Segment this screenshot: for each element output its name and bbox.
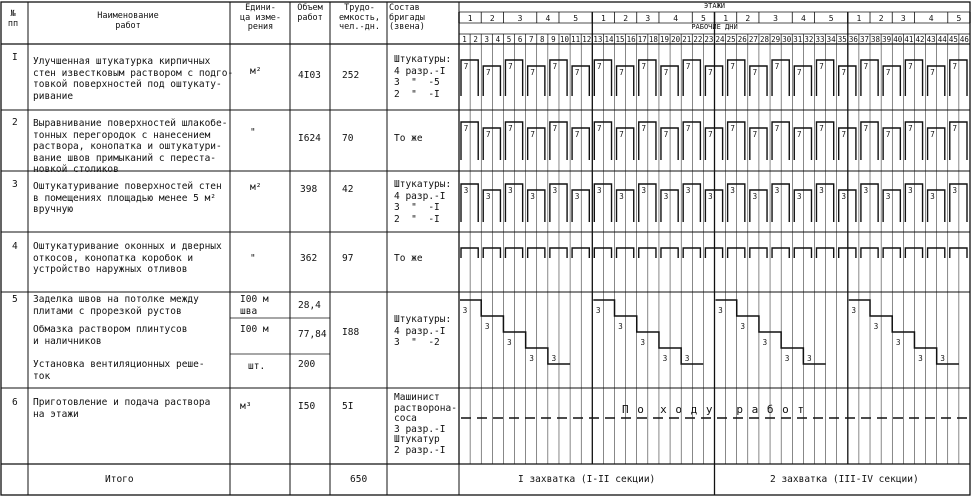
row5-step-label: 3	[718, 306, 723, 315]
row5-volume-1: 28,4	[298, 300, 321, 311]
day-number-label: 31	[793, 35, 803, 44]
day-number-label: 5	[506, 35, 512, 44]
row5-volume-2: 77,84	[298, 329, 327, 340]
row2-bar-label: 7	[752, 130, 758, 139]
row1-volume: 4I03	[298, 70, 321, 81]
row1-bar-label: 7	[841, 68, 846, 77]
row4-num: 4	[12, 241, 18, 252]
row1-crew: Штукатуры: 4 разр.-I 3 " -5 2 " -I	[394, 54, 452, 100]
row3-bar-label: 3	[952, 186, 958, 195]
row5-step-label: 3	[895, 338, 901, 347]
day-number-label: 17	[637, 35, 647, 44]
row1-bar-label: 7	[685, 62, 691, 71]
row5-volume-3: 200	[298, 359, 316, 370]
row5-step-label: 3	[762, 338, 768, 347]
day-number-label: 7	[528, 35, 534, 44]
row3-bar-label: 3	[774, 186, 780, 195]
row5-crew: Штукатуры: 4 разр.-I 3 " -2	[394, 314, 452, 348]
row5-step-label: 3	[684, 354, 690, 363]
row5-name-2: Обмазка раствором плинтусов и наличников	[33, 324, 188, 347]
row1-bar-label: 7	[574, 68, 580, 77]
row5-step-label: 3	[551, 354, 557, 363]
capture-2-label: 2 захватка (III-IV секции)	[770, 474, 919, 485]
row1-num: I	[12, 52, 18, 63]
floor-number-label: 5	[700, 14, 706, 23]
day-number-label: 41	[904, 35, 914, 44]
row3-labor: 42	[342, 184, 354, 195]
day-number-label: 20	[671, 35, 681, 44]
row6-volume: I50	[298, 401, 316, 412]
row2-bar-label: 7	[463, 124, 469, 133]
row1-bar-label: 7	[819, 62, 824, 71]
row3-num: 3	[12, 179, 18, 190]
floor-number-label: 4	[545, 14, 551, 23]
row3-name: Оштукатуривание поверхностей стен в помещениях площадью менее 5 м² вручную	[33, 181, 222, 215]
row2-bar-label: 7	[663, 130, 669, 139]
row2-bar-label: 7	[797, 130, 802, 139]
row3-bar-label: 3	[819, 186, 824, 195]
row2-bar-label: 7	[485, 130, 491, 139]
row5-step-label: 3	[784, 354, 790, 363]
row5-unit-1: I00 м шва	[240, 294, 269, 317]
row2-bar-label: 7	[508, 124, 513, 133]
day-number-label: 29	[771, 35, 781, 44]
day-number-label: 15	[615, 35, 625, 44]
day-number-label: 25	[726, 35, 736, 44]
day-number-label: 21	[682, 35, 692, 44]
day-number-label: 2	[473, 35, 478, 44]
row2-bar-label: 7	[708, 130, 713, 139]
row1-bar-label: 7	[752, 68, 758, 77]
day-number-label: 28	[759, 35, 770, 44]
row5-step-label: 3	[807, 354, 812, 363]
row1-bar-label: 7	[552, 62, 558, 71]
total-labor: 650	[350, 474, 368, 485]
row2-bar-label: 7	[730, 124, 735, 133]
row6-labor: 5I	[342, 401, 354, 412]
day-number-label: 23	[704, 35, 714, 44]
row3-bar-label: 3	[485, 192, 491, 201]
day-number-label: 22	[693, 35, 703, 44]
floor-number-label: 5	[956, 14, 962, 23]
row3-bar-label: 3	[597, 186, 602, 195]
day-number-label: 30	[782, 35, 792, 44]
row5-name-3: Установка вентиляционных реше- ток	[33, 359, 205, 382]
row5-step-label: 3	[740, 322, 745, 331]
row3-bar-label: 3	[885, 192, 891, 201]
row5-labor: I88	[342, 327, 360, 338]
row3-bar-label: 3	[463, 186, 469, 195]
row5-num: 5	[12, 294, 18, 305]
day-number-label: 24	[715, 35, 725, 44]
day-number-label: 38	[871, 35, 881, 44]
day-number-label: 8	[540, 35, 545, 44]
row5-step-label: 3	[873, 322, 879, 331]
row2-bar-label: 7	[841, 130, 846, 139]
row1-bar-label: 7	[774, 62, 780, 71]
floor-number-label: 1	[723, 14, 729, 23]
floor-number-label: 3	[773, 14, 779, 23]
floor-number-label: 2	[745, 14, 751, 23]
row1-bar-label: 7	[908, 62, 913, 71]
row1-bar-label: 7	[708, 68, 713, 77]
row5-step-label: 3	[940, 354, 945, 363]
day-number-label: 11	[571, 35, 581, 44]
row3-bar-label: 3	[797, 192, 802, 201]
row3-bar-label: 3	[841, 192, 846, 201]
row2-bar-label: 7	[641, 124, 646, 133]
row2-bar-label: 7	[930, 130, 935, 139]
row2-labor: 70	[342, 133, 354, 144]
row5-step-label: 3	[529, 354, 534, 363]
row1-labor: 252	[342, 70, 360, 81]
day-number-label: 40	[893, 35, 903, 44]
day-number-label: 46	[959, 35, 969, 44]
row2-num: 2	[12, 117, 18, 128]
row1-bar-label: 7	[508, 62, 513, 71]
row3-bar-label: 3	[930, 192, 935, 201]
row6-note: П о х о д у р а б о т	[622, 403, 805, 416]
header-labor: Трудо- емкость, чел.-дн.	[339, 3, 380, 32]
row1-bar-label: 7	[863, 62, 869, 71]
row1-bar-label: 7	[885, 68, 891, 77]
row5-step-label: 3	[507, 338, 512, 347]
row1-bar-label: 7	[797, 68, 802, 77]
row4-crew: То же	[394, 253, 423, 264]
row1-bar-label: 7	[730, 62, 735, 71]
row5-step-label: 3	[851, 306, 857, 315]
day-number-label: 27	[748, 35, 758, 44]
day-number-label: 12	[582, 35, 592, 44]
row3-bar-label: 3	[552, 186, 558, 195]
row2-bar-label: 7	[597, 124, 602, 133]
day-number-label: 37	[859, 35, 869, 44]
row2-unit: "	[250, 127, 256, 138]
row3-bar-label: 3	[619, 192, 624, 201]
row3-bar-label: 3	[752, 192, 758, 201]
day-number-label: 44	[937, 35, 947, 44]
header-num: № пп	[7, 9, 19, 29]
row6-name: Приготовление и подача раствора на этажи	[33, 397, 211, 420]
row5-step-label: 3	[618, 322, 623, 331]
header-name: Наименование работ	[97, 11, 159, 31]
row2-crew: То же	[394, 133, 423, 144]
row4-name: Оштукатуривание оконных и дверных откосов, конопатка коробок и устройство наружных отливов	[33, 241, 222, 275]
row4-labor: 97	[342, 253, 354, 264]
row3-bar-label: 3	[863, 186, 869, 195]
floor-number-label: 5	[828, 14, 834, 23]
row3-unit: м²	[250, 182, 262, 193]
row5-step-label: 3	[484, 322, 490, 331]
row3-bar-label: 3	[708, 192, 713, 201]
row1-bar-label: 7	[952, 62, 958, 71]
header-unit: Едини- ца изме- рения	[240, 3, 281, 32]
day-number-label: 18	[648, 35, 658, 44]
row5-step-label: 3	[596, 306, 601, 315]
header-crew: Состав бригады (звена)	[389, 3, 425, 32]
row3-bar-label: 3	[685, 186, 691, 195]
floor-number-label: 1	[856, 14, 862, 23]
row1-bar-label: 7	[597, 62, 602, 71]
header-workdays: РАБОЧИЕ ДНИ	[691, 23, 738, 31]
day-number-label: 36	[848, 35, 858, 44]
row5-step-label: 3	[462, 306, 468, 315]
day-number-label: 16	[626, 35, 636, 44]
row3-bar-label: 3	[508, 186, 513, 195]
day-number-label: 32	[804, 35, 814, 44]
row5-unit-3: шт.	[248, 361, 266, 372]
day-number-label: 19	[659, 35, 670, 44]
row3-bar-label: 3	[574, 192, 580, 201]
total-label: Итого	[105, 474, 134, 485]
row5-step-label: 3	[918, 354, 923, 363]
floor-number-label: 3	[645, 14, 651, 23]
day-number-label: 26	[737, 35, 747, 44]
row5-step-label: 3	[662, 354, 668, 363]
capture-1-label: I захватка (I-II секции)	[518, 474, 656, 485]
day-number-label: 9	[551, 35, 556, 44]
floor-number-label: 4	[673, 14, 679, 23]
header-floors: ЭТАЖИ	[703, 2, 726, 10]
row4-volume: 362	[300, 253, 318, 264]
floor-number-label: 2	[489, 14, 495, 23]
row6-num: 6	[12, 397, 18, 408]
row6-crew: Машинист растворона- соса 3 разр.-I Штукатур 2 разр.-I	[394, 392, 457, 456]
day-number-label: 4	[495, 35, 501, 44]
row2-bar-label: 7	[552, 124, 558, 133]
row2-volume: I624	[298, 133, 321, 144]
row1-bar-label: 7	[530, 68, 535, 77]
day-number-label: 39	[882, 35, 892, 44]
row3-bar-label: 3	[530, 192, 535, 201]
row2-bar-label: 7	[574, 130, 580, 139]
floor-number-label: 4	[928, 14, 934, 23]
row3-bar-label: 3	[641, 186, 646, 195]
row3-volume: 398	[300, 184, 318, 195]
floor-number-label: 4	[800, 14, 806, 23]
row5-step-label: 3	[640, 338, 645, 347]
day-number-label: 1	[462, 35, 467, 44]
day-number-label: 3	[484, 35, 490, 44]
floor-number-label: 2	[878, 14, 884, 23]
row2-bar-label: 7	[908, 124, 913, 133]
row3-crew: Штукатуры: 4 разр.-I 3 " -I 2 " -I	[394, 179, 452, 225]
floor-number-label: 1	[600, 14, 606, 23]
row1-bar-label: 7	[641, 62, 646, 71]
row1-bar-label: 7	[619, 68, 624, 77]
row6-unit: м³	[240, 401, 252, 412]
row2-bar-label: 7	[530, 130, 535, 139]
day-number-label: 42	[915, 35, 925, 44]
row5-name-1: Заделка швов на потолке между плитами с прорезкой рустов	[33, 294, 199, 317]
floor-number-label: 2	[623, 14, 629, 23]
floor-number-label: 3	[900, 14, 906, 23]
floor-number-label: 1	[467, 14, 473, 23]
day-number-label: 13	[593, 35, 603, 44]
row2-bar-label: 7	[774, 124, 780, 133]
row2-bar-label: 7	[819, 124, 824, 133]
row2-name: Выравнивание поверхностей шлакобе- тонных перегородок с нанесением раствора, конопатка и оштукатури- вание швов примыканий с переста- новкой столиков	[33, 118, 228, 175]
floor-number-label: 5	[573, 14, 579, 23]
row1-bar-label: 7	[663, 68, 669, 77]
day-number-label: 34	[826, 35, 836, 44]
row1-bar-label: 7	[930, 68, 935, 77]
row2-bar-label: 7	[952, 124, 958, 133]
row2-bar-label: 7	[619, 130, 624, 139]
day-number-label: 45	[948, 35, 958, 44]
day-number-label: 6	[517, 35, 523, 44]
row4-unit: "	[250, 253, 256, 264]
row1-unit: м²	[250, 66, 262, 77]
day-number-label: 33	[815, 35, 825, 44]
row1-name: Улучшенная штукатурка кирпичных стен известковым раствором с подго- товкой поверхностей под оштукату- ривание	[33, 56, 234, 102]
row2-bar-label: 7	[885, 130, 891, 139]
row1-bar-label: 7	[463, 62, 469, 71]
row3-bar-label: 3	[730, 186, 735, 195]
header-volume: Объем работ	[297, 3, 323, 23]
day-number-label: 10	[560, 35, 570, 44]
floor-number-label: 3	[517, 14, 523, 23]
row3-bar-label: 3	[908, 186, 913, 195]
row2-bar-label: 7	[863, 124, 869, 133]
row2-bar-label: 7	[685, 124, 691, 133]
row1-bar-label: 7	[485, 68, 491, 77]
row3-bar-label: 3	[663, 192, 669, 201]
day-number-label: 14	[604, 35, 614, 44]
row5-unit-2: I00 м	[240, 324, 269, 335]
day-number-label: 35	[837, 35, 847, 44]
day-number-label: 43	[926, 35, 936, 44]
